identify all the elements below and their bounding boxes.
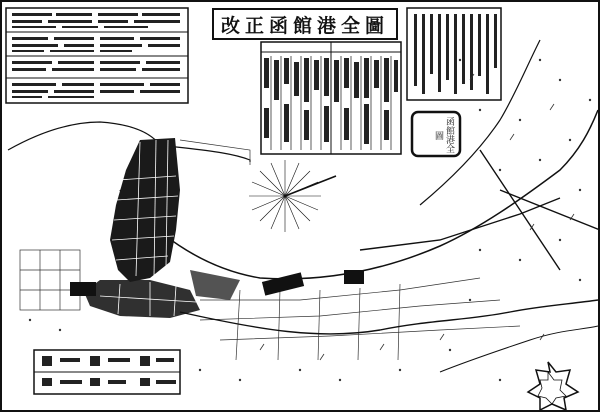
- legend-box-bottom-left: [34, 350, 180, 394]
- index-table: [261, 42, 401, 154]
- city-blocks: [84, 138, 240, 318]
- map-title: 改正函館港全圖: [212, 8, 398, 40]
- compass-rose-icon: [249, 160, 336, 232]
- legend-box-top-left: [6, 8, 188, 103]
- river: [440, 326, 598, 372]
- outer-town-grid: [20, 140, 520, 360]
- coastline: [8, 122, 250, 162]
- railway: [180, 150, 600, 334]
- star-fort-icon: [528, 362, 578, 410]
- seal-text: 函館港全圖: [433, 117, 454, 153]
- notes-box-right: [407, 8, 501, 100]
